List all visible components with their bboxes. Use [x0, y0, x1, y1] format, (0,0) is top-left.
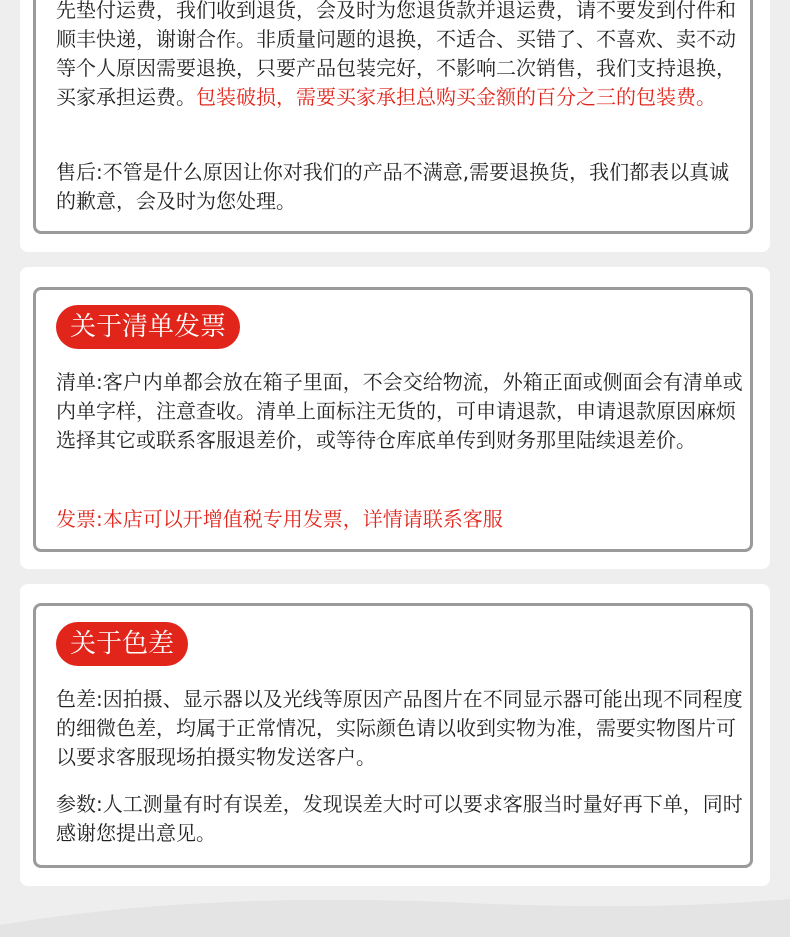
wave-shape — [0, 899, 790, 937]
packaging-fee-notice: 包装破损，需要买家承担总购买金额的百分之三的包装费。 — [196, 85, 716, 109]
invoice-section-title: 关于清单发票 — [56, 305, 240, 349]
invoice-box — [33, 287, 753, 552]
return-policy-text-main: 先垫付运费，我们收到退货，会及时为您退货款并退运费，请不要发到付件和顺丰快递，谢谢合作。非质量问题的退换，不适合、买错了、不喜欢、卖不动等个人原因需要退换，只要产品包装完好，不影响二次销售，我们支持退换，买家承担运费。 — [56, 0, 736, 109]
color-difference-card — [20, 584, 770, 886]
color-difference-section-title: 关于色差 — [56, 622, 188, 666]
color-difference-text: 色差:因拍摄、显示器以及光线等原因产品图片在不同显示器可能出现不同程度的细微色差，均属于正常情况，实际颜色请以收到实物为准，需要实物图片可以要求客服现场拍摄实物发送客户。 — [56, 687, 743, 769]
return-policy-card — [20, 0, 770, 252]
measurement-text: 参数:人工测量有时有误差，发现误差大时可以要求客服当时量好再下单，同时感谢您提出意见。 — [56, 792, 743, 845]
return-policy-text — [56, 0, 746, 112]
after-sales-text: 售后:不管是什么原因让你对我们的产品不满意,需要退换货，我们都表以真诚的歉意，会及时为您处理。 — [56, 160, 730, 213]
color-difference-box — [33, 603, 753, 868]
invoice-card — [20, 267, 770, 569]
return-policy-box — [33, 0, 753, 234]
packing-list-text: 清单:客户内单都会放在箱子里面，不会交给物流，外箱正面或侧面会有清单或内单字样，注意查收。清单上面标注无货的，可申请退款，申请退款原因麻烦选择其它或联系客服退差价，或等待仓库底单传到财务那里陆续退差价。 — [56, 370, 743, 452]
invoice-notice: 发票:本店可以开增值税专用发票，详情请联系客服 — [56, 507, 503, 531]
bottom-wave-decoration — [0, 895, 790, 937]
